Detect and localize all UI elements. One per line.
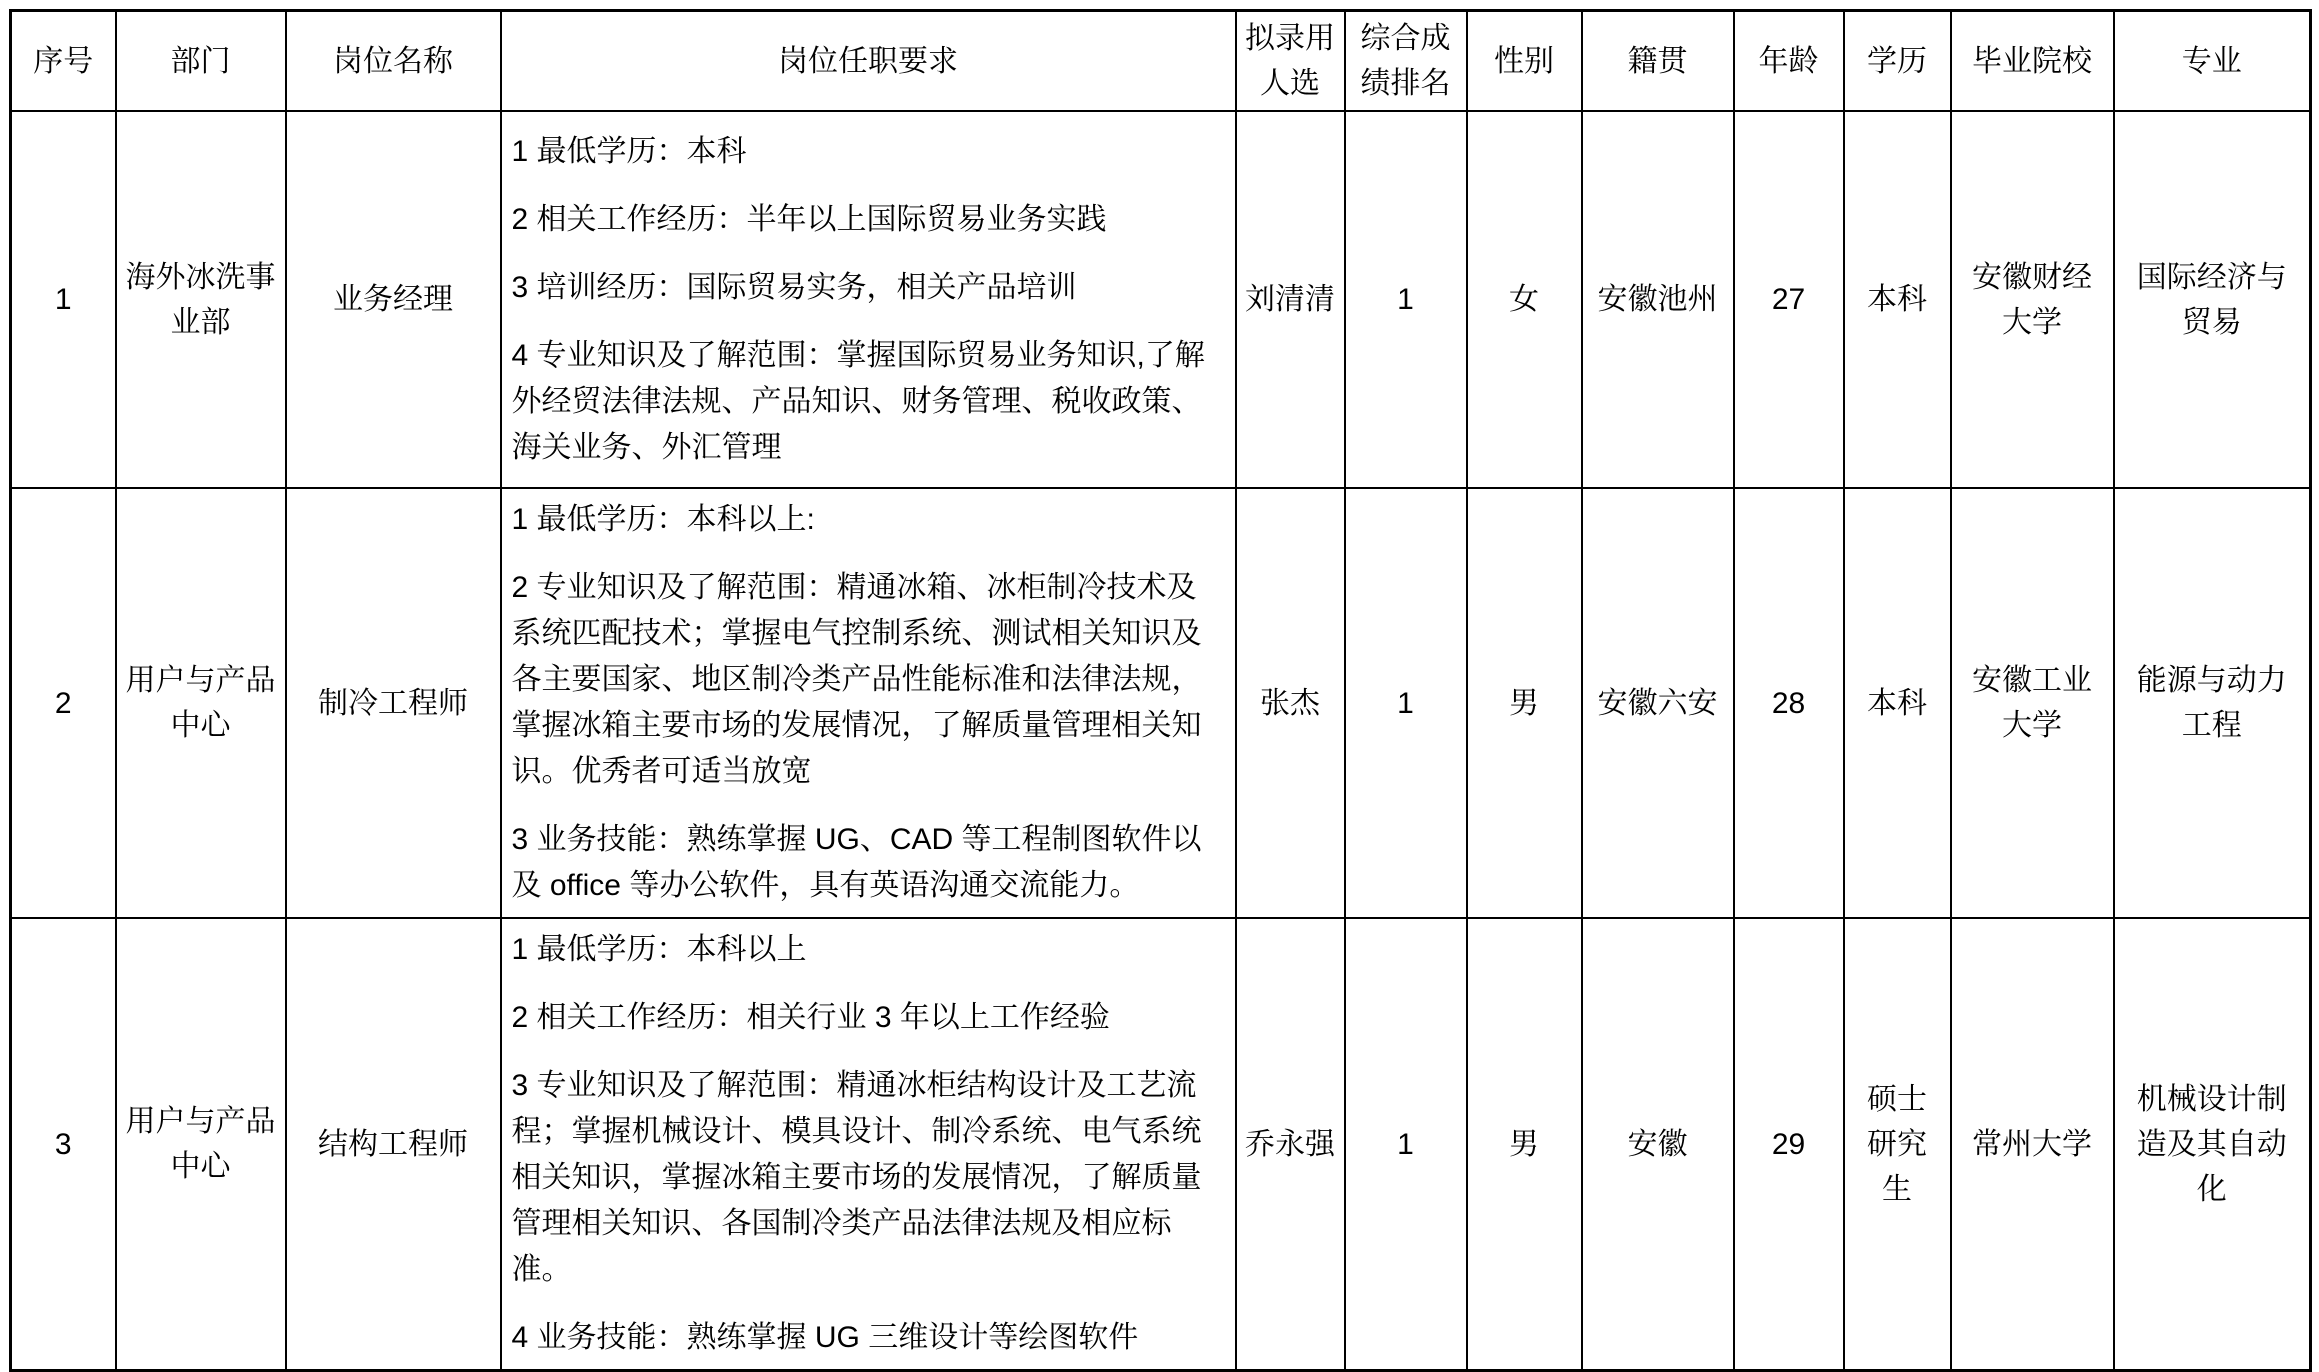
header-cell-dept: 部门 bbox=[116, 11, 286, 112]
gender-cell: 男 bbox=[1467, 918, 1582, 1371]
header-cell-hometown: 籍贯 bbox=[1582, 11, 1734, 112]
requirements-cell bbox=[501, 488, 1236, 918]
dept-cell: 用户与产品中心 bbox=[116, 918, 286, 1371]
gender-cell: 女 bbox=[1467, 111, 1582, 488]
major-cell: 国际经济与贸易 bbox=[2114, 111, 2311, 488]
table-row bbox=[11, 488, 2311, 918]
education-cell: 本科 bbox=[1844, 111, 1951, 488]
hometown-cell: 安徽六安 bbox=[1582, 488, 1734, 918]
requirement-item: 1 最低学历：本科以上 bbox=[511, 933, 807, 966]
table-row bbox=[11, 918, 2311, 1371]
requirement-item: 3 专业知识及了解范围：精通冰柜结构设计及工艺流程；掌握机械设计、模具设计、制冷系统、电气系统相关知识，掌握冰箱主要市场的发展情况，了解质量管理相关知识、各国制冷类产品法律法规及相应标准。 bbox=[511, 1069, 1202, 1286]
age-cell: 27 bbox=[1734, 111, 1844, 488]
requirement-item: 2 相关工作经历：相关行业 3 年以上工作经验 bbox=[511, 1001, 1110, 1034]
rank-cell: 1 bbox=[1345, 918, 1467, 1371]
school-cell: 安徽财经大学 bbox=[1951, 111, 2114, 488]
position-cell: 制冷工程师 bbox=[286, 488, 501, 918]
gender-cell: 男 bbox=[1467, 488, 1582, 918]
requirement-item: 1 最低学历：本科以上: bbox=[511, 503, 815, 536]
candidate-cell: 乔永强 bbox=[1236, 918, 1345, 1371]
header-cell-school: 毕业院校 bbox=[1951, 11, 2114, 112]
education-cell: 硕士研究生 bbox=[1844, 918, 1951, 1371]
header-cell-major: 专业 bbox=[2114, 11, 2311, 112]
no-cell: 2 bbox=[11, 488, 116, 918]
major-cell: 机械设计制造及其自动化 bbox=[2114, 918, 2311, 1371]
requirement-item: 3 业务技能：熟练掌握 UG、CAD 等工程制图软件以及 office 等办公软件，具有英语沟通交流能力。 bbox=[511, 823, 1202, 902]
hometown-cell: 安徽 bbox=[1582, 918, 1734, 1371]
header-cell-position: 岗位名称 bbox=[286, 11, 501, 112]
header-row bbox=[11, 11, 2311, 112]
candidate-cell: 张杰 bbox=[1236, 488, 1345, 918]
requirement-item: 2 相关工作经历：半年以上国际贸易业务实践 bbox=[511, 202, 1107, 236]
header-cell-gender: 性别 bbox=[1467, 11, 1582, 112]
rank-cell: 1 bbox=[1345, 111, 1467, 488]
age-cell: 28 bbox=[1734, 488, 1844, 918]
header-cell-candidate: 拟录用人选 bbox=[1236, 11, 1345, 112]
major-cell: 能源与动力工程 bbox=[2114, 488, 2311, 918]
position-cell: 业务经理 bbox=[286, 111, 501, 488]
school-cell: 安徽工业大学 bbox=[1951, 488, 2114, 918]
age-cell: 29 bbox=[1734, 918, 1844, 1371]
hometown-cell: 安徽池州 bbox=[1582, 111, 1734, 488]
position-cell: 结构工程师 bbox=[286, 918, 501, 1371]
header-cell-age: 年龄 bbox=[1734, 11, 1844, 112]
candidate-cell: 刘清清 bbox=[1236, 111, 1345, 488]
requirement-item: 4 业务技能：熟练掌握 UG 三维设计等绘图软件 bbox=[511, 1321, 1139, 1354]
header-cell-rank: 综合成绩排名 bbox=[1345, 11, 1467, 112]
header-cell-education: 学历 bbox=[1844, 11, 1951, 112]
requirements-cell bbox=[501, 111, 1236, 488]
requirement-item: 4 专业知识及了解范围：掌握国际贸易业务知识,了解外经贸法律法规、产品知识、财务管理、税收政策、海关业务、外汇管理 bbox=[511, 338, 1205, 464]
education-cell: 本科 bbox=[1844, 488, 1951, 918]
no-cell: 1 bbox=[11, 111, 116, 488]
requirement-item: 1 最低学历：本科 bbox=[511, 134, 747, 168]
table-row bbox=[11, 111, 2311, 488]
requirement-item: 2 专业知识及了解范围：精通冰箱、冰柜制冷技术及系统匹配技术；掌握电气控制系统、测试相关知识及各主要国家、地区制冷类产品性能标准和法律法规，掌握冰箱主要市场的发展情况，了解质量管理相关知识。优秀者可适当放宽 bbox=[511, 571, 1202, 788]
dept-cell: 用户与产品中心 bbox=[116, 488, 286, 918]
recruitment-roster-table bbox=[9, 9, 2312, 1372]
requirement-item: 3 培训经历：国际贸易实务，相关产品培训 bbox=[511, 270, 1077, 304]
requirements-cell bbox=[501, 918, 1236, 1371]
header-cell-no: 序号 bbox=[11, 11, 116, 112]
school-cell: 常州大学 bbox=[1951, 918, 2114, 1371]
rank-cell: 1 bbox=[1345, 488, 1467, 918]
no-cell: 3 bbox=[11, 918, 116, 1371]
dept-cell: 海外冰洗事业部 bbox=[116, 111, 286, 488]
header-cell-requirements: 岗位任职要求 bbox=[501, 11, 1236, 112]
